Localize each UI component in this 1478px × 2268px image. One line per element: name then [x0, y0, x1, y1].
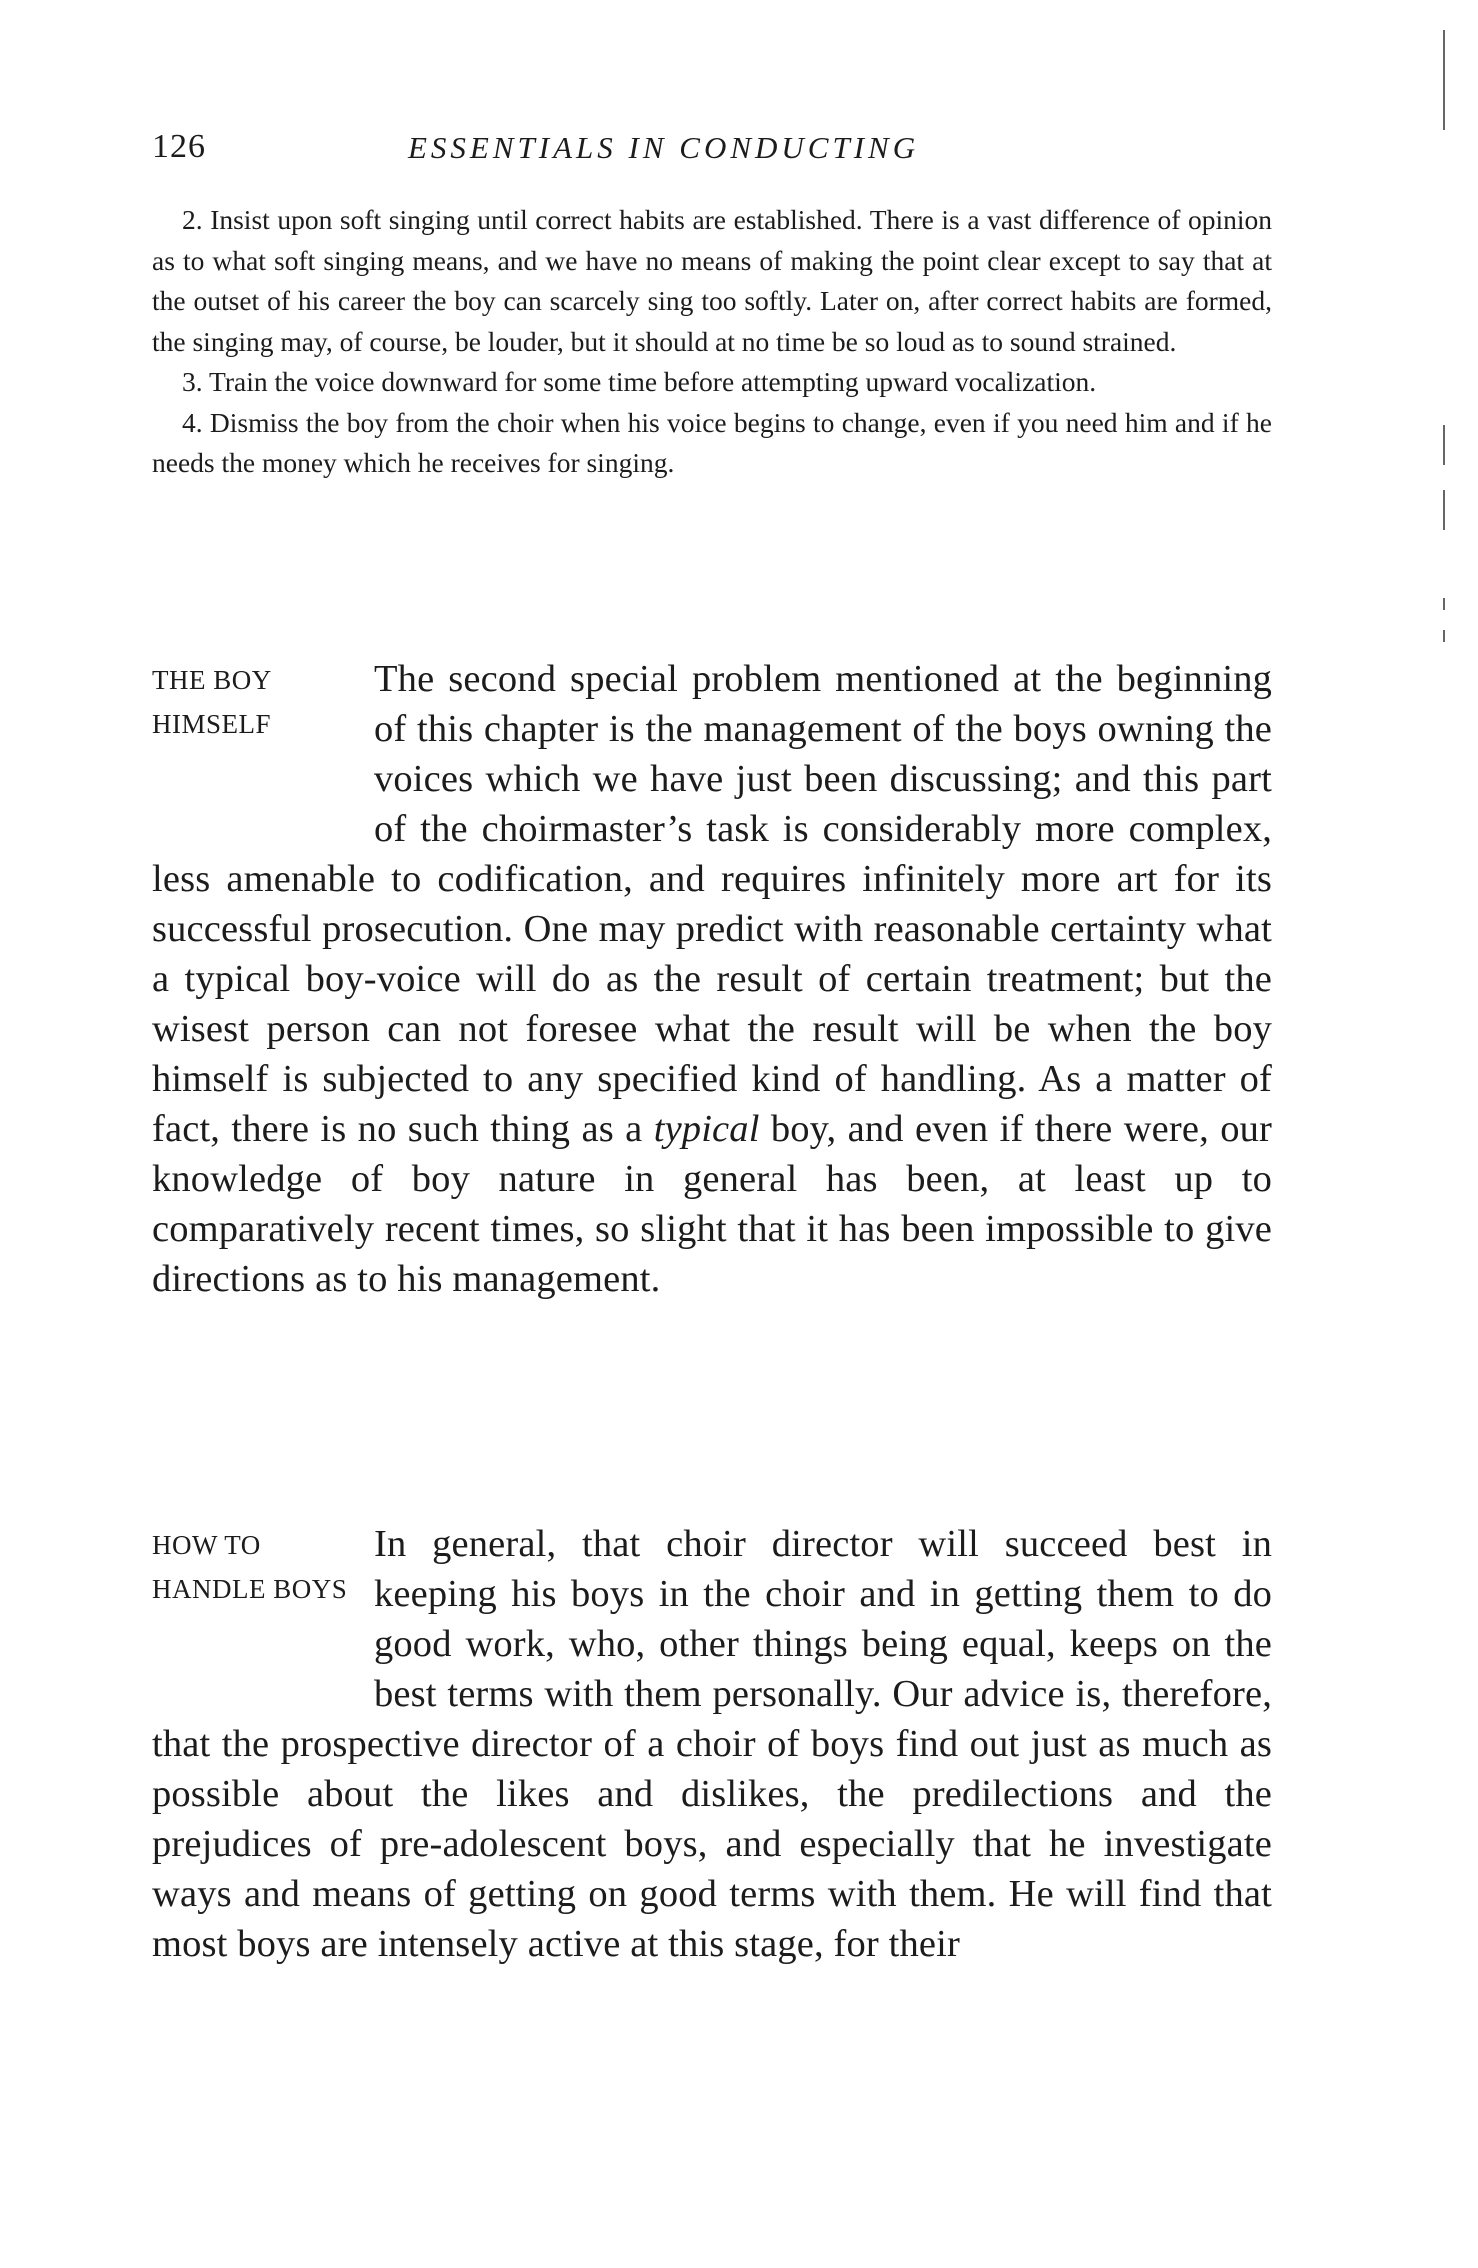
- side-heading-line: THE BOY: [152, 665, 272, 695]
- scan-margin-mark: [1443, 490, 1445, 530]
- list-item: 4. Dismiss the boy from the choir when his voice begins to change, even if you need him and if he needs the money which he receives for singing.: [152, 406, 1272, 478]
- list-item: 2. Insist upon soft singing until correct habits are established. There is a vast difference of opinion as to what soft singing means, and we have no means of making the point clear except to say that at the outset of his career the boy can scarcely sing too softly. Later on, after correct habits are formed, the singing may, of course, be louder, but it should at no time be so loud as to sound strained.: [152, 204, 1272, 357]
- paragraph-text: boy, and even if there were, our knowledge of boy nature in general has been, at least up to comparatively recent times, so slight that it has been impossible to give directions as to his management.: [152, 1108, 1272, 1300]
- scan-margin-mark: [1443, 30, 1445, 130]
- paragraph-how-to-handle-boys: In general, that choir director will succeed best in keeping his boys in the choir and in getting them to do good work, who, other things being equal, keeps on the best terms with them personally. Our advice is, therefore, that the prospective director of a choir of boys find out just as much as possible about the likes and dislikes, the predilections and the prejudices of pre-adolescent boys, and especially that he investigate ways and means of getting on good terms with them. He will find that most boys are intensely active at this stage, for their: [152, 1523, 1272, 1965]
- scan-margin-mark: [1443, 598, 1445, 610]
- page-number: 126: [152, 128, 206, 165]
- side-heading-line: HOW TO: [152, 1530, 261, 1560]
- side-heading-line: HIMSELF: [152, 709, 272, 739]
- side-heading-how-to-handle-boys: [152, 1519, 374, 1673]
- running-head: [152, 128, 1272, 172]
- section-how-to-handle-boys: [152, 1519, 1272, 1969]
- running-title: ESSENTIALS IN CONDUCTING: [408, 130, 920, 165]
- side-heading-line: HANDLE BOYS: [152, 1574, 348, 1604]
- section-the-boy-himself: [152, 654, 1272, 1304]
- paragraph-text: The second special problem mentioned at the beginning of this chapter is the management of the boys owning the voices which we have just been discussing; and this part of the choirmaster’s task is considerably more complex, less amenable to codification, and requires infinitely more art for its successful prosecution. One may predict with reasonable certainty what a typical boy-voice will do as the result of certain treatment; but the wisest person can not foresee what the result will be when the boy himself is subjected to any specified kind of handling. As a matter of fact, there is no such thing as a: [152, 658, 1272, 1150]
- side-heading-the-boy-himself: [152, 654, 374, 808]
- scan-margin-mark: [1443, 630, 1445, 642]
- italic-emphasis: typical: [653, 1108, 760, 1150]
- scan-margin-mark: [1443, 425, 1445, 465]
- numbered-list: [152, 200, 1272, 484]
- list-item: 3. Train the voice downward for some time before attempting upward vocalization.: [182, 366, 1097, 397]
